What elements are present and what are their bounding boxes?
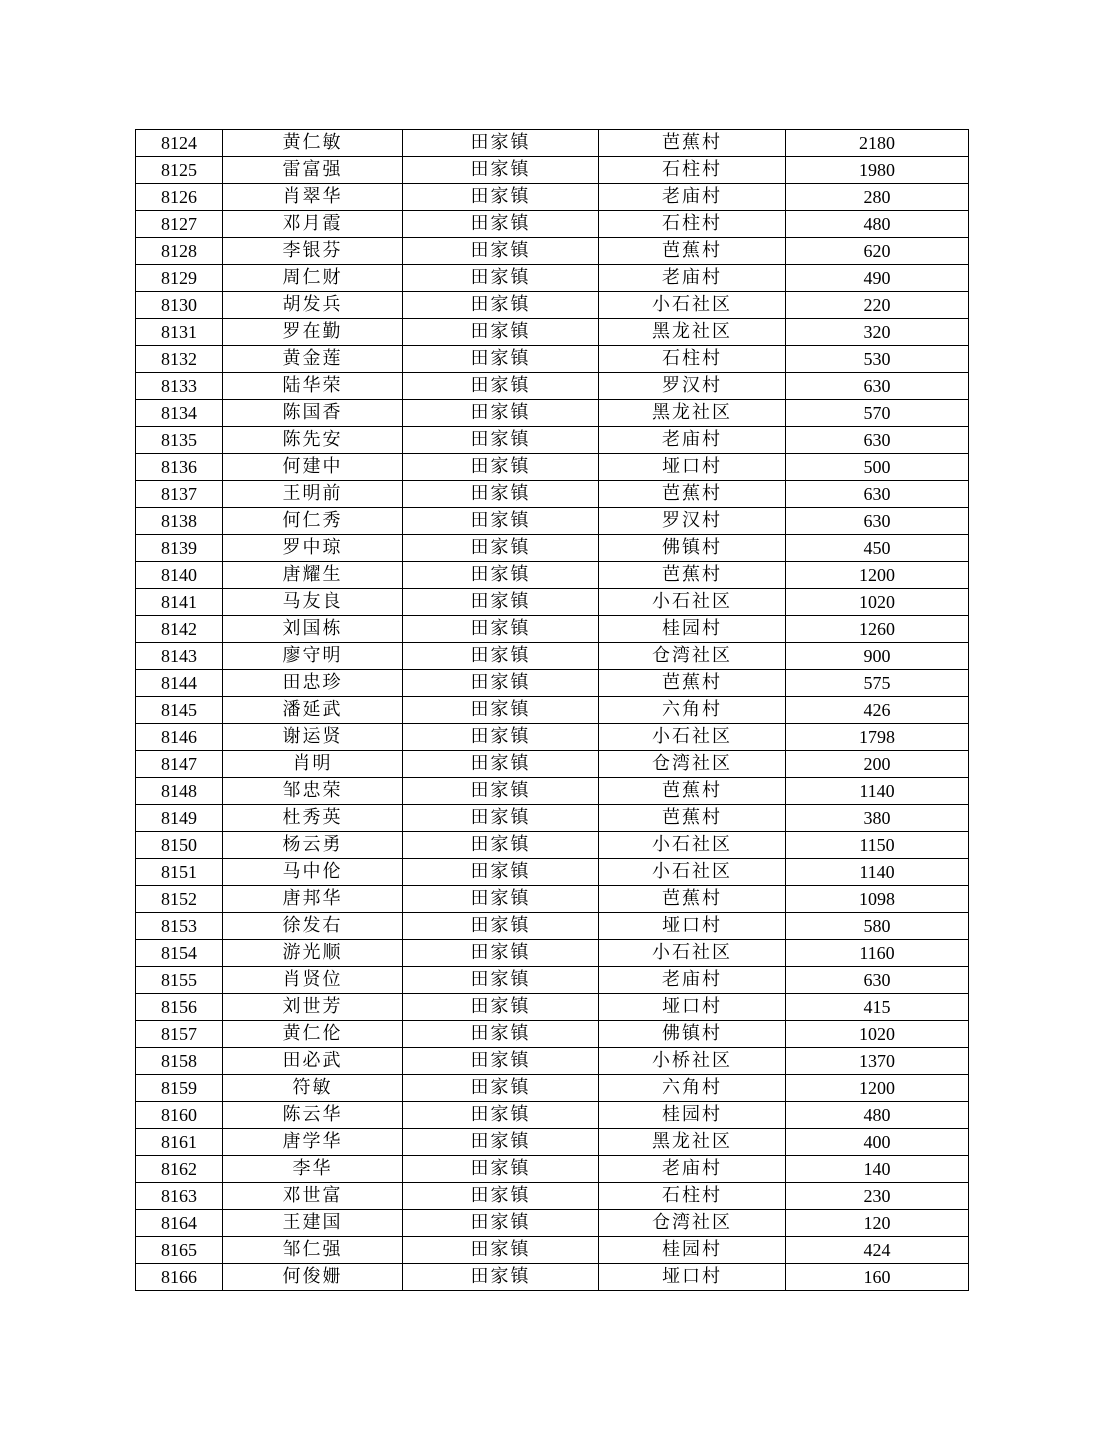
town-cell: 田家镇 [403,940,599,967]
record-id-cell: 8125 [136,157,223,184]
town-cell: 田家镇 [403,913,599,940]
town-cell: 田家镇 [403,535,599,562]
village-cell: 小石社区 [599,859,786,886]
amount-cell: 570 [786,400,969,427]
person-name-cell: 何建中 [223,454,403,481]
village-cell: 黑龙社区 [599,319,786,346]
record-id-cell: 8163 [136,1183,223,1210]
table-row [136,508,969,535]
record-id-cell: 8124 [136,130,223,157]
person-name-cell: 何仁秀 [223,508,403,535]
amount-cell: 450 [786,535,969,562]
table-row [136,346,969,373]
record-id-cell: 8156 [136,994,223,1021]
town-cell: 田家镇 [403,346,599,373]
person-name-cell: 陆华荣 [223,373,403,400]
village-cell: 石柱村 [599,346,786,373]
table-row [136,1210,969,1237]
town-cell: 田家镇 [403,670,599,697]
table-row [136,1129,969,1156]
person-name-cell: 何俊姗 [223,1264,403,1291]
amount-cell: 500 [786,454,969,481]
town-cell: 田家镇 [403,805,599,832]
village-cell: 仓湾社区 [599,751,786,778]
village-cell: 老庙村 [599,427,786,454]
village-cell: 芭蕉村 [599,805,786,832]
record-id-cell: 8142 [136,616,223,643]
table-row [136,913,969,940]
amount-cell: 1200 [786,1075,969,1102]
town-cell: 田家镇 [403,778,599,805]
village-cell: 六角村 [599,1075,786,1102]
record-id-cell: 8149 [136,805,223,832]
village-cell: 桂园村 [599,1237,786,1264]
person-name-cell: 李华 [223,1156,403,1183]
village-cell: 垭口村 [599,994,786,1021]
person-name-cell: 杜秀英 [223,805,403,832]
town-cell: 田家镇 [403,994,599,1021]
village-cell: 黑龙社区 [599,1129,786,1156]
record-id-cell: 8131 [136,319,223,346]
town-cell: 田家镇 [403,184,599,211]
amount-cell: 380 [786,805,969,832]
village-cell: 芭蕉村 [599,481,786,508]
record-id-cell: 8164 [136,1210,223,1237]
town-cell: 田家镇 [403,751,599,778]
table-row [136,454,969,481]
village-cell: 芭蕉村 [599,130,786,157]
town-cell: 田家镇 [403,967,599,994]
person-name-cell: 黄仁伦 [223,1021,403,1048]
person-name-cell: 游光顺 [223,940,403,967]
town-cell: 田家镇 [403,319,599,346]
person-name-cell: 马友良 [223,589,403,616]
town-cell: 田家镇 [403,697,599,724]
amount-cell: 1020 [786,589,969,616]
table-row [136,1102,969,1129]
record-id-cell: 8148 [136,778,223,805]
town-cell: 田家镇 [403,400,599,427]
record-id-cell: 8141 [136,589,223,616]
record-id-cell: 8157 [136,1021,223,1048]
amount-cell: 220 [786,292,969,319]
person-name-cell: 刘国栋 [223,616,403,643]
village-cell: 小石社区 [599,589,786,616]
record-id-cell: 8126 [136,184,223,211]
amount-cell: 400 [786,1129,969,1156]
person-name-cell: 陈云华 [223,1102,403,1129]
village-cell: 老庙村 [599,265,786,292]
record-id-cell: 8152 [136,886,223,913]
record-id-cell: 8160 [136,1102,223,1129]
amount-cell: 480 [786,1102,969,1129]
town-cell: 田家镇 [403,1021,599,1048]
person-name-cell: 马中伦 [223,859,403,886]
table-row [136,292,969,319]
record-id-cell: 8136 [136,454,223,481]
record-id-cell: 8140 [136,562,223,589]
town-cell: 田家镇 [403,238,599,265]
record-id-cell: 8153 [136,913,223,940]
village-cell: 佛镇村 [599,535,786,562]
record-id-cell: 8135 [136,427,223,454]
amount-cell: 630 [786,967,969,994]
person-name-cell: 肖明 [223,751,403,778]
table-row [136,697,969,724]
record-id-cell: 8154 [136,940,223,967]
village-cell: 小石社区 [599,724,786,751]
record-id-cell: 8134 [136,400,223,427]
town-cell: 田家镇 [403,562,599,589]
table-row [136,427,969,454]
record-id-cell: 8166 [136,1264,223,1291]
record-id-cell: 8151 [136,859,223,886]
records-table [135,129,969,1291]
town-cell: 田家镇 [403,1237,599,1264]
table-row [136,265,969,292]
person-name-cell: 雷富强 [223,157,403,184]
amount-cell: 280 [786,184,969,211]
person-name-cell: 肖贤位 [223,967,403,994]
village-cell: 六角村 [599,697,786,724]
person-name-cell: 黄金莲 [223,346,403,373]
town-cell: 田家镇 [403,1210,599,1237]
record-id-cell: 8129 [136,265,223,292]
person-name-cell: 黄仁敏 [223,130,403,157]
person-name-cell: 唐耀生 [223,562,403,589]
village-cell: 垭口村 [599,913,786,940]
table-row [136,1183,969,1210]
village-cell: 桂园村 [599,616,786,643]
table-row [136,724,969,751]
amount-cell: 230 [786,1183,969,1210]
table-row [136,832,969,859]
record-id-cell: 8139 [136,535,223,562]
amount-cell: 1098 [786,886,969,913]
village-cell: 芭蕉村 [599,238,786,265]
town-cell: 田家镇 [403,265,599,292]
town-cell: 田家镇 [403,589,599,616]
record-id-cell: 8155 [136,967,223,994]
record-id-cell: 8161 [136,1129,223,1156]
amount-cell: 630 [786,373,969,400]
person-name-cell: 潘延武 [223,697,403,724]
table-row [136,589,969,616]
table-row [136,157,969,184]
record-id-cell: 8137 [136,481,223,508]
village-cell: 垭口村 [599,1264,786,1291]
village-cell: 芭蕉村 [599,562,786,589]
table-body [136,130,969,1291]
amount-cell: 580 [786,913,969,940]
table-row [136,778,969,805]
amount-cell: 1020 [786,1021,969,1048]
amount-cell: 575 [786,670,969,697]
table-row [136,535,969,562]
table-row [136,940,969,967]
person-name-cell: 符敏 [223,1075,403,1102]
table-row [136,562,969,589]
person-name-cell: 田忠珍 [223,670,403,697]
village-cell: 黑龙社区 [599,400,786,427]
village-cell: 罗汉村 [599,508,786,535]
town-cell: 田家镇 [403,454,599,481]
amount-cell: 1798 [786,724,969,751]
village-cell: 小石社区 [599,940,786,967]
person-name-cell: 王明前 [223,481,403,508]
record-id-cell: 8132 [136,346,223,373]
table-row [136,616,969,643]
town-cell: 田家镇 [403,1156,599,1183]
record-id-cell: 8147 [136,751,223,778]
village-cell: 石柱村 [599,211,786,238]
table-row [136,859,969,886]
person-name-cell: 徐发右 [223,913,403,940]
amount-cell: 1370 [786,1048,969,1075]
amount-cell: 490 [786,265,969,292]
town-cell: 田家镇 [403,481,599,508]
town-cell: 田家镇 [403,1129,599,1156]
table-row [136,1264,969,1291]
amount-cell: 200 [786,751,969,778]
town-cell: 田家镇 [403,1048,599,1075]
amount-cell: 1980 [786,157,969,184]
town-cell: 田家镇 [403,724,599,751]
village-cell: 老庙村 [599,184,786,211]
person-name-cell: 邓月霞 [223,211,403,238]
village-cell: 桂园村 [599,1102,786,1129]
amount-cell: 320 [786,319,969,346]
person-name-cell: 王建国 [223,1210,403,1237]
person-name-cell: 罗在勤 [223,319,403,346]
person-name-cell: 刘世芳 [223,994,403,1021]
table-row [136,1021,969,1048]
village-cell: 罗汉村 [599,373,786,400]
person-name-cell: 周仁财 [223,265,403,292]
amount-cell: 630 [786,427,969,454]
person-name-cell: 李银芬 [223,238,403,265]
town-cell: 田家镇 [403,1075,599,1102]
table-row [136,184,969,211]
table-row [136,670,969,697]
person-name-cell: 唐邦华 [223,886,403,913]
record-id-cell: 8127 [136,211,223,238]
village-cell: 老庙村 [599,1156,786,1183]
village-cell: 芭蕉村 [599,778,786,805]
person-name-cell: 陈国香 [223,400,403,427]
person-name-cell: 邹忠荣 [223,778,403,805]
record-id-cell: 8144 [136,670,223,697]
table-row [136,643,969,670]
town-cell: 田家镇 [403,1183,599,1210]
amount-cell: 530 [786,346,969,373]
person-name-cell: 邹仁强 [223,1237,403,1264]
table-row [136,1156,969,1183]
village-cell: 仓湾社区 [599,1210,786,1237]
amount-cell: 1140 [786,859,969,886]
village-cell: 老庙村 [599,967,786,994]
record-id-cell: 8133 [136,373,223,400]
village-cell: 小石社区 [599,832,786,859]
record-id-cell: 8130 [136,292,223,319]
amount-cell: 1150 [786,832,969,859]
amount-cell: 1260 [786,616,969,643]
person-name-cell: 谢运贤 [223,724,403,751]
town-cell: 田家镇 [403,643,599,670]
table-row [136,1048,969,1075]
table-row [136,481,969,508]
village-cell: 芭蕉村 [599,886,786,913]
record-id-cell: 8159 [136,1075,223,1102]
table-row [136,130,969,157]
table-row [136,1237,969,1264]
amount-cell: 426 [786,697,969,724]
record-id-cell: 8128 [136,238,223,265]
town-cell: 田家镇 [403,373,599,400]
amount-cell: 415 [786,994,969,1021]
town-cell: 田家镇 [403,859,599,886]
village-cell: 石柱村 [599,157,786,184]
record-id-cell: 8158 [136,1048,223,1075]
table-row [136,238,969,265]
person-name-cell: 杨云勇 [223,832,403,859]
amount-cell: 140 [786,1156,969,1183]
town-cell: 田家镇 [403,211,599,238]
town-cell: 田家镇 [403,292,599,319]
person-name-cell: 陈先安 [223,427,403,454]
record-id-cell: 8138 [136,508,223,535]
person-name-cell: 肖翠华 [223,184,403,211]
record-id-cell: 8162 [136,1156,223,1183]
town-cell: 田家镇 [403,1102,599,1129]
amount-cell: 1140 [786,778,969,805]
record-id-cell: 8165 [136,1237,223,1264]
town-cell: 田家镇 [403,508,599,535]
amount-cell: 424 [786,1237,969,1264]
amount-cell: 1160 [786,940,969,967]
person-name-cell: 罗中琼 [223,535,403,562]
amount-cell: 2180 [786,130,969,157]
town-cell: 田家镇 [403,886,599,913]
table-row [136,373,969,400]
table-row [136,886,969,913]
village-cell: 佛镇村 [599,1021,786,1048]
town-cell: 田家镇 [403,130,599,157]
amount-cell: 160 [786,1264,969,1291]
town-cell: 田家镇 [403,832,599,859]
amount-cell: 480 [786,211,969,238]
village-cell: 小桥社区 [599,1048,786,1075]
amount-cell: 120 [786,1210,969,1237]
amount-cell: 1200 [786,562,969,589]
table-row [136,1075,969,1102]
person-name-cell: 廖守明 [223,643,403,670]
village-cell: 仓湾社区 [599,643,786,670]
table-row [136,994,969,1021]
town-cell: 田家镇 [403,616,599,643]
village-cell: 石柱村 [599,1183,786,1210]
person-name-cell: 胡发兵 [223,292,403,319]
village-cell: 芭蕉村 [599,670,786,697]
town-cell: 田家镇 [403,1264,599,1291]
table-row [136,967,969,994]
table-row [136,805,969,832]
village-cell: 小石社区 [599,292,786,319]
person-name-cell: 田必武 [223,1048,403,1075]
table-row [136,751,969,778]
amount-cell: 620 [786,238,969,265]
village-cell: 垭口村 [599,454,786,481]
person-name-cell: 邓世富 [223,1183,403,1210]
town-cell: 田家镇 [403,157,599,184]
record-id-cell: 8145 [136,697,223,724]
record-id-cell: 8150 [136,832,223,859]
record-id-cell: 8143 [136,643,223,670]
table-row [136,211,969,238]
town-cell: 田家镇 [403,427,599,454]
record-id-cell: 8146 [136,724,223,751]
table-row [136,319,969,346]
amount-cell: 630 [786,508,969,535]
amount-cell: 900 [786,643,969,670]
table-row [136,400,969,427]
amount-cell: 630 [786,481,969,508]
person-name-cell: 唐学华 [223,1129,403,1156]
